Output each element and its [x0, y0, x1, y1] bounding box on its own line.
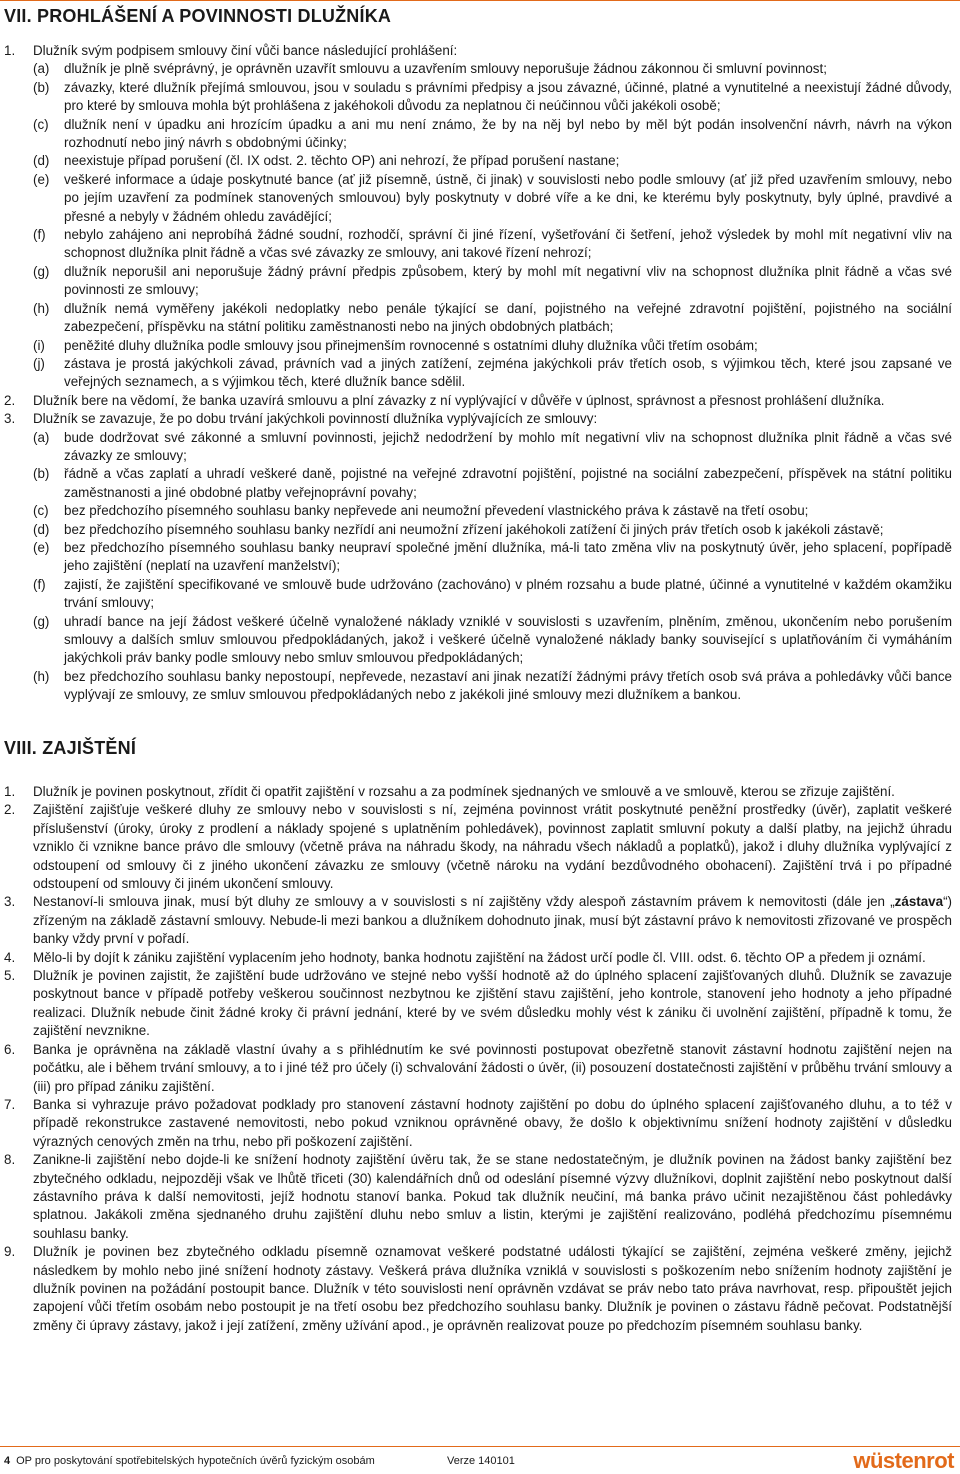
sub-text: veškeré informace a údaje poskytnuté bance (ať již písemně, ústně, či jinak) v souvislosti nebo podle smlouvy (ať již před uzavřením smlouvy, nebo po jejím uzavření za podmínek stanovených smlouvou) byly poskytnuty v dobré víře a ke dni, ke kterému byly poskytnuty, byly úplné, pravdivé a přesné a nebyly v žádném ohledu zavádějící; — [64, 171, 952, 224]
item-text: Dlužník svým podpisem smlouvy činí vůči bance následující prohlášení: — [33, 43, 458, 58]
item-number: 2. — [4, 802, 16, 818]
list-item — [4, 949, 952, 967]
sub-text: bude dodržovat své zákonné a smluvní povinnosti, jejichž nedodržení by mohlo mít negativní vliv na schopnost dlužníka plnit řádně a včas své závazky ze smlouvy; — [64, 429, 952, 463]
footer-document-name: OP pro poskytování spotřebitelských hypotečních úvěrů fyzickým osobám — [16, 1455, 375, 1467]
sub-text: bez předchozího písemného souhlasu banky nezřídí ani neumožní zřízení jakéhokoli zatížení či jiných práv třetích osob k jakékoli zástavě; — [64, 521, 884, 537]
sub-item — [4, 171, 952, 226]
sub-item — [4, 152, 952, 170]
sub-text: peněžité dluhy dlužníka podle smlouvy jsou přinejmenším rovnocenné s ostatními dluhy dlužníka vůči třetím osobám; — [64, 337, 758, 353]
top-rule — [0, 0, 960, 1]
sub-number: (h) — [33, 668, 50, 684]
sub-number: (a) — [33, 61, 50, 77]
sub-text: nebylo zahájeno ani neprobíhá žádné soudní, rozhodčí, správní či jiné řízení, vyšetřování či šetření, jehož výsledek by mohl mít negativní vliv na schopnost dlužníka plnit řádně a včas své závazky ze smlouvy, ani takové řízení nehrozí; — [64, 227, 952, 261]
sub-number: (a) — [33, 429, 50, 445]
wustenrot-logo: wüstenrot — [853, 1448, 954, 1473]
section-7-title: VII. PROHLÁŠENÍ A POVINNOSTI DLUŽNÍKA — [4, 6, 392, 26]
sub-item — [4, 429, 952, 466]
item-number: 1. — [4, 784, 16, 799]
list-item — [4, 893, 952, 948]
item-text: Dlužník je povinen zajistit, že zajištění bude udržováno ve stejné nebo vyšší hodnotě až do úplného splacení zajišťovaných dluhů. Dlužník se zavazuje poskytnout bance v případě potřeby veškerou součinnost nezbytnou ke zjištění stavu zajištění, jeho kontrole, stanovení jeho hodnoty a jeho případné realizaci. Dlužník nebude činit žádné kroky či právní jednání, které by ve svém důsledku mohly vést k zániku či uvolnění zajištění, případně k tomu, že zajištění nevznikne. — [33, 968, 952, 1039]
sub-number: (d) — [33, 153, 50, 169]
sub-item — [4, 226, 952, 263]
sub-text: dlužník neporušil ani neporušuje žádný právní předpis způsobem, který by mohl mít negativní vliv na schopnost dlužníka plnit řádně a včas své povinnosti ze smlouvy; — [64, 263, 952, 298]
list-item — [4, 967, 952, 1041]
item-text: Dlužník se zavazuje, že po dobu trvání jakýchkoli povinností dlužníka vyplývajících ze smlouvy: — [33, 411, 598, 427]
page-footer — [4, 1455, 515, 1467]
sub-text: bez předchozího písemného souhlasu banky nepřevede ani neumožní převedení vlastnického práva k zástavě na třetí osobu; — [64, 503, 809, 519]
sub-number: (c) — [33, 503, 49, 519]
sub-item — [4, 502, 952, 520]
list-item — [4, 410, 952, 428]
sub-text: neexistuje případ porušení (čl. IX odst. 2. těchto OP) ani nehrozí, že případ porušení nastane; — [64, 153, 620, 169]
sub-item — [4, 300, 952, 337]
sub-number: (c) — [33, 116, 49, 132]
item-text: Mělo-li by dojít k zániku zajištění vyplacením jeho hodnoty, banka hodnotu zajištění na žádost určí podle čl. VIII. odst. 6. těchto OP a předem ji oznámí. — [33, 949, 926, 965]
sub-number: (g) — [33, 263, 50, 279]
sub-item — [4, 521, 952, 539]
item-text: Banka si vyhrazuje právo požadovat podklady pro stanovení zástavní hodnoty zajištění po dobu do úplného splacení zajišťovaného dluhu, a to též v případě rekonstrukce zastavené nemovitosti, nebo pokud vzniknou oprávněné obavy, že došlo k objektivnímu snížení hodnoty zajištění v důsledku výrazných cenových změn na trhu, nebo při poškození zajištění. — [33, 1096, 952, 1149]
item-text: Dlužník je povinen poskytnout, zřídit či opatřit zajištění v rozsahu a za podmínek sjednaných ve smlouvě a ve smlouvě, kterou se zřizuje zajištění. — [33, 784, 895, 799]
section-8-body — [4, 783, 952, 1335]
sub-number: (j) — [33, 355, 45, 371]
section-7-body — [4, 42, 952, 705]
list-item — [4, 1151, 952, 1243]
item-number: 5. — [4, 968, 16, 984]
sub-item — [4, 576, 952, 613]
sub-item — [4, 355, 952, 392]
sub-number: (b) — [33, 79, 50, 95]
sub-item — [4, 79, 952, 116]
item-text-before: Nestanoví-li smlouva jinak, musí být dluhy ze smlouvy a v souvislosti s ní zajištěny vždy alespoň zástavním právem k nemovitosti (dále jen „ — [33, 894, 895, 910]
item-text: Banka je oprávněna na základě vlastní úvahy a s přihlédnutím ke své povinnosti postupovat obezřetně stanovit zástavní hodnotu zajištění nejen na počátku, ale i během trvání smlouvy, a to i jiné též pro účely (i) schvalování žádosti o úvěr, (ii) posouzení dostatečnosti zajištění v průběhu trvání smlouvy a (iii) pro případ zániku zajištění. — [33, 1041, 952, 1094]
sub-item — [4, 668, 952, 705]
sub-number: (f) — [33, 576, 46, 592]
item-number: 7. — [4, 1096, 16, 1112]
list-item — [4, 1243, 952, 1335]
sub-number: (e) — [33, 171, 50, 187]
sub-text: bez předchozího písemného souhlasu banky neupraví společné jmění dlužníka, má-li tato změna vliv na poskytnutý úvěr, jeho splacení, popřípadě jeho zajištění (neplatí na uzavření manželství); — [64, 539, 952, 574]
sub-item — [4, 613, 952, 668]
sub-text: závazky, které dlužník přejímá smlouvou, jsou v souladu s právními předpisy a jsou závazné, účinné, platné a vynutitelné a neexistují žádné důvody, pro které by smlouva mohla být prohlášena z jakéhokoli důvodu za neplatnou či neúčinnou vůči jakékoli osobě; — [64, 79, 952, 114]
list-item — [4, 1096, 952, 1151]
item-number: 3. — [4, 411, 16, 427]
sub-item — [4, 263, 952, 300]
sub-text: uhradí bance na její žádost veškeré účelně vynaložené náklady vzniklé v souvislosti s uzavřením, plněním, změnou, ukončením nebo porušením smlouvy a dalších smluv smlouvou předpokládaných, jakož i veškeré účelně vynaložené náklady banky související s uplatňováním či vymáháním jakýchkoli práv banky podle smlouvy nebo smluv smlouvou předpokládaných; — [64, 613, 952, 666]
item-text: Dlužník bere na vědomí, že banka uzavírá smlouvu a plní závazky z ní vyplývající v důvěře v úplnost, správnost a přesnost prohlášení dlužníka. — [33, 392, 885, 408]
footer-version: Verze 140101 — [447, 1455, 515, 1467]
defined-term: zástava — [894, 894, 944, 910]
item-text: Dlužník je povinen bez zbytečného odkladu písemně oznamovat veškeré podstatné události týkající se zajištění, zejména veškeré změny, jejichž následkem by mohlo nebo jiné snížení hodnoty zástavy. Veškerá práva dlužníka vzniklá v souvislosti s poškozením nebo snížením hodnoty zajištění je dlužník povinen na požádání postoupit bance. Dlužník v této souvislosti není oprávněn vzdávat se práv nebo tato práva navrhovat, resp. připouštět jejich zapojení vůči třetím osobám nebo postoupit je na třetí osobu bez předchozího souhlasu banky. Dlužník je povinen o zástavu řádně pečovat. Podstatnější změny či úpravy zástavy, jakož i její zatížení, změny užívání apod., je oprávněn realizovat pouze po předchozím písemném souhlasu banky. — [33, 1244, 952, 1333]
item-number: 2. — [4, 392, 16, 408]
list-item — [4, 392, 952, 410]
list-item — [4, 801, 952, 893]
sub-number: (f) — [33, 227, 46, 243]
sub-number: (g) — [33, 613, 50, 629]
sub-item — [4, 60, 952, 78]
item-number: 8. — [4, 1152, 16, 1168]
sub-number: (d) — [33, 521, 50, 537]
sub-number: (e) — [33, 539, 50, 555]
sub-number: (h) — [33, 300, 50, 316]
sub-text: dlužník je plně svéprávný, je oprávněn uzavřít smlouvu a uzavřením smlouvy neporušuje žádnou zákonnou či smluvní povinnost; — [64, 61, 827, 77]
item-number: 4. — [4, 949, 16, 965]
footer-rule — [0, 1446, 960, 1447]
sub-text: bez předchozího souhlasu banky nepostoupí, nepřevede, nezastaví ani jinak nezatíží žádnými právy třetích osob svá práva a pohledávky vůči bance vyplývají ze smlouvy, ze smluv smlouvou předpokládaných nebo z jakékoli jiné smlouvy mezi dlužníkem a bankou. — [64, 668, 952, 703]
sub-item — [4, 465, 952, 502]
sub-number: (b) — [33, 466, 50, 482]
sub-text: dlužník není v úpadku ani hrozícím úpadku a ani mu není známo, že by na něj byl nebo by měl být podán insolvenční návrh, návrh na výkon rozhodnutí nebo jiný návrh s obdobnými účinky; — [64, 116, 952, 151]
item-text-after: “) zřízeným na základě zástavní smlouvy. Nebude-li mezi bankou a dlužníkem dohodnuto jinak, musí být zástavní právo k nemovitosti zřizované ve prospěch banky vždy první v pořadí. — [33, 894, 952, 947]
item-number: 9. — [4, 1244, 16, 1260]
sub-text: zástava je prostá jakýchkoli závad, právních vad a jiných zatížení, zejména jakýchkoli práv třetích osob, s výjimkou těch, které jsou zapsané ve veřejných seznamech, a s výjimkou těch, které dlužník bance sdělil. — [64, 355, 952, 390]
item-text: Zanikne-li zajištění nebo dojde-li ke snížení hodnoty zajištění úvěru tak, že se stane nedostatečným, je dlužník povinen na žádost banky zajištění bez zbytečného odkladu, nejpozději však ve lhůtě třiceti (30) kalendářních dnů od odeslání písemné výzvy dlužníkovi, doplnit zajištění nebo poskytnout další zástavního práva k další nemovitosti, jejíž hodnotu stanoví banka. Pokud tak dlužník neučiní, má banka právo učinit nezajištěnou část pohledávky splatnou. Jakákoli změna sjednaného druhu zajištění dluhu nebo smluv a listin, kterými je zajištění realizováno, podléhá předchozímu písemnému souhlasu banky. — [33, 1152, 952, 1241]
item-number: 1. — [4, 43, 16, 58]
sub-text: dlužník nemá vyměřeny jakékoli nedoplatky nebo penále týkající se daní, pojistného na veřejné zdravotní pojištění, pojistného na sociální zabezpečení, příspěvku na státní politiku zaměstnanosti nebo na jiných obdobných platbách; — [64, 300, 952, 335]
sub-text: zajistí, že zajištění specifikované ve smlouvě bude udržováno (zachováno) v plném rozsahu a bude platné, účinné a vynutitelné v každém okamžiku trvání smlouvy; — [64, 576, 952, 611]
sub-item — [4, 116, 952, 153]
list-item — [4, 1041, 952, 1096]
list-item — [4, 42, 952, 60]
list-item — [4, 783, 952, 801]
item-number: 3. — [4, 894, 16, 910]
section-8-title: VIII. ZAJIŠTĚNÍ — [4, 738, 137, 758]
sub-text: řádně a včas zaplatí a uhradí veškeré daně, pojistné na veřejné zdravotní pojištění, pojistné na sociální zabezpečení, příspěvek na státní politiku zaměstnanosti a jiné obdobné platby veřejnoprávní povahy; — [64, 466, 952, 500]
page-number: 4 — [4, 1455, 11, 1467]
sub-item — [4, 539, 952, 576]
item-text: Zajištění zajišťuje veškeré dluhy ze smlouvy nebo v souvislosti s ní, zejména povinnost vrátit poskytnuté peněžní prostředky (úvěr), zaplatit veškeré příslušenství (úroky, úroky z prodlení a náklady spojené s uplatněním pohledávek), povinnost zaplatit smluvní pokuty a další platby, na jejichž úhradu vzniklo či vznikne bance právo dle smlouvy (včetně práva na náhradu škody, na náhradu všech nákladů a poplatků), jakož i dluhy dlužníka vyplývající z odstoupení od smlouvy či z jiného ukončení závazku ze smlouvy (včetně nároku na vydání bezdůvodného obohacení). Zajištění trvá i po případné odstoupení od smlouvy či jiném ukončení smlouvy. — [33, 802, 952, 892]
item-number: 6. — [4, 1041, 16, 1057]
sub-number: (i) — [33, 337, 45, 353]
sub-item — [4, 337, 952, 355]
